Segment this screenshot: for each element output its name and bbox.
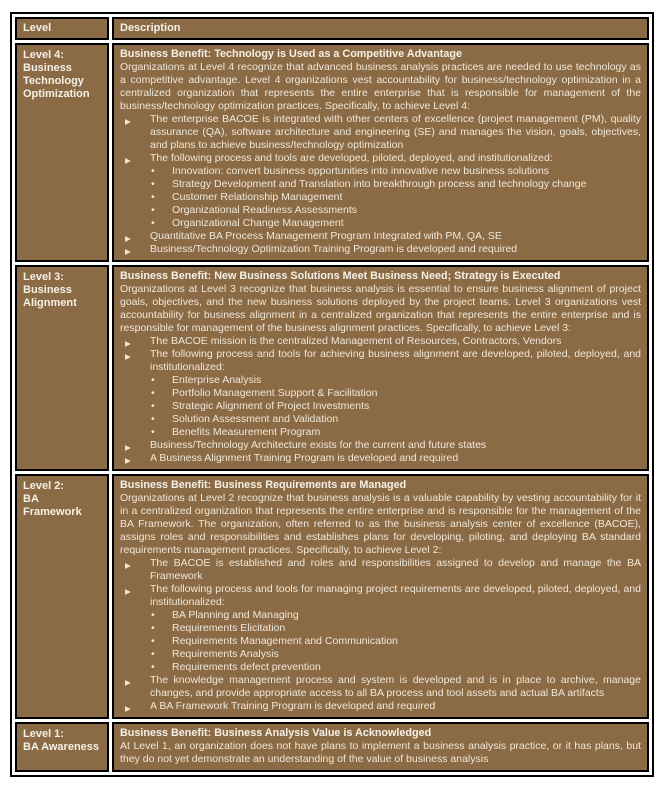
bullet-item-text: Requirements Analysis <box>172 648 279 660</box>
dot-bullet-icon: • <box>151 178 155 190</box>
level-title-line: Business <box>23 284 72 296</box>
arrow-bullet-icon: ▶ <box>125 587 131 596</box>
bullet-item-text: A Business Alignment Training Program is developed and required <box>150 452 459 464</box>
bullet-item-text: Solution Assessment and Validation <box>172 413 339 425</box>
dot-bullet-item <box>120 165 641 178</box>
maturity-level-row <box>15 43 649 262</box>
level-title-line: Level 3: <box>23 271 64 283</box>
dot-bullet-icon: • <box>151 400 155 412</box>
dot-bullet-item <box>120 426 641 439</box>
bullet-item-text: Business/Technology Architecture exists for the current and future states <box>150 439 487 451</box>
bullet-item-text: The BACOE mission is the centralized Management of Resources, Contractors, Vendors <box>150 335 562 347</box>
bullet-item-text: Strategic Alignment of Project Investments <box>172 400 370 412</box>
bullet-item-text: Organizational Readiness Assessments <box>172 204 358 216</box>
bullet-item-text: Strategy Development and Translation into breakthrough process and technology change <box>172 178 587 190</box>
dot-bullet-icon: • <box>151 191 155 203</box>
dot-bullet-item <box>120 609 641 622</box>
dot-bullet-item <box>120 648 641 661</box>
dot-bullet-item <box>120 635 641 648</box>
description-column-header: Description <box>112 17 649 40</box>
level-cell <box>15 43 109 262</box>
bullet-item-text: The BACOE is established and roles and responsibilities assigned to develop and manage the BA Framework <box>150 557 641 582</box>
dot-bullet-item <box>120 400 641 413</box>
arrow-bullet-item <box>120 557 641 583</box>
level-cell <box>15 722 109 772</box>
bullet-list <box>120 557 641 713</box>
arrow-bullet-icon: ▶ <box>125 156 131 165</box>
description-cell <box>112 474 649 719</box>
ba-maturity-table <box>10 12 654 777</box>
level-title-line: Level 4: <box>23 49 64 61</box>
level-title-line: Alignment <box>23 297 77 309</box>
arrow-bullet-icon: ▶ <box>125 561 131 570</box>
level-title-line: Level 2: <box>23 480 64 492</box>
dot-bullet-item <box>120 204 641 217</box>
arrow-bullet-item <box>120 674 641 700</box>
bullet-item-text: Business/Technology Optimization Training Program is developed and required <box>150 243 518 255</box>
level-title-line: Technology <box>23 75 84 87</box>
benefit-heading: Business Benefit: New Business Solutions Meet Business Need; Strategy is Executed <box>120 270 561 282</box>
dot-bullet-icon: • <box>151 217 155 229</box>
dot-bullet-icon: • <box>151 648 155 660</box>
arrow-bullet-icon: ▶ <box>125 704 131 713</box>
header-row <box>15 17 649 40</box>
maturity-level-row <box>15 265 649 471</box>
bullet-item-text: Requirements Elicitation <box>172 622 286 634</box>
bullet-item-text: Portfolio Management Support & Facilitation <box>172 387 378 399</box>
description-paragraph: Organizations at Level 2 recognize that business analysis is a valuable capability by vesting accountability for it in a centralized organization that represents the entire enterprise and is responsible for the management of the BA Framework. The organization, often referred to as the business analysis center of excellence (BACOE), assigns roles and responsibilities and establishes plans for developing, piloting, and deploying BA standard requirements management practices. Specifically, to achieve Level 2: <box>120 492 641 556</box>
level-title-line: Level 1: <box>23 728 64 740</box>
bullet-item-text: Customer Relationship Management <box>172 191 343 203</box>
maturity-level-row <box>15 722 649 772</box>
bullet-list <box>120 113 641 256</box>
description-paragraph: At Level 1, an organization does not have plans to implement a business analysis practice, or it has plans, but they do not yet demonstrate an understanding of the value of business analysis <box>120 740 641 765</box>
arrow-bullet-item <box>120 230 641 243</box>
bullet-item-text: The enterprise BACOE is integrated with other centers of excellence (project management (PM), quality assurance (QA), software architecture and engineering (SE) and manages the vision, goals, objectives, and plans to achieve business/technology optimization <box>150 113 641 151</box>
level-title-line: Optimization <box>23 88 90 100</box>
arrow-bullet-item <box>120 243 641 256</box>
arrow-bullet-icon: ▶ <box>125 117 131 126</box>
dot-bullet-icon: • <box>151 204 155 216</box>
arrow-bullet-item <box>120 348 641 374</box>
description-paragraph: Organizations at Level 3 recognize that business analysis is essential to ensure business alignment of project goals, objectives, and the new business solutions deployed by the project teams. Level 3 organizations vest accountability for business alignment in a centralized organization that represents the entire enterprise and is responsible for management of the business alignment practices. Specifically, to achieve Level 3: <box>120 283 641 334</box>
bullet-list <box>120 335 641 465</box>
arrow-bullet-item <box>120 452 641 465</box>
bullet-item-text: Requirements Management and Communication <box>172 635 398 647</box>
level-title-line: Business <box>23 62 72 74</box>
level-column-header: Level <box>15 17 109 40</box>
arrow-bullet-item <box>120 583 641 609</box>
dot-bullet-icon: • <box>151 413 155 425</box>
bullet-item-text: Benefits Measurement Program <box>172 426 321 438</box>
dot-bullet-item <box>120 387 641 400</box>
dot-bullet-icon: • <box>151 661 155 673</box>
dot-bullet-item <box>120 661 641 674</box>
dot-bullet-icon: • <box>151 622 155 634</box>
benefit-heading: Business Benefit: Business Requirements are Managed <box>120 479 407 491</box>
dot-bullet-item <box>120 622 641 635</box>
arrow-bullet-item <box>120 439 641 452</box>
arrow-bullet-icon: ▶ <box>125 456 131 465</box>
bullet-item-text: Enterprise Analysis <box>172 374 262 386</box>
dot-bullet-item <box>120 217 641 230</box>
bullet-item-text: The following process and tools for achieving business alignment are developed, piloted, deployed, and institutionalized: <box>150 348 641 373</box>
level-title-line: Framework <box>23 506 82 518</box>
dot-bullet-item <box>120 178 641 191</box>
dot-bullet-icon: • <box>151 609 155 621</box>
arrow-bullet-icon: ▶ <box>125 443 131 452</box>
level-cell <box>15 474 109 719</box>
bullet-item-text: Quantitative BA Process Management Program Integrated with PM, QA, SE <box>150 230 502 242</box>
description-cell <box>112 265 649 471</box>
benefit-heading: Business Benefit: Technology is Used as a Competitive Advantage <box>120 48 462 60</box>
arrow-bullet-icon: ▶ <box>125 678 131 687</box>
bullet-item-text: The knowledge management process and system is developed and is in place to archive, manage changes, and provide appropriate access to all BA process and tool assets and actual BA artifacts <box>150 674 641 699</box>
bullet-item-text: The following process and tools are developed, piloted, deployed, and institutionalized: <box>150 152 553 164</box>
arrow-bullet-item <box>120 335 641 348</box>
arrow-bullet-item <box>120 152 641 165</box>
dot-bullet-icon: • <box>151 426 155 438</box>
arrow-bullet-item <box>120 113 641 152</box>
bullet-item-text: The following process and tools for managing project requirements are developed, piloted, deployed, and institutionalized: <box>150 583 641 608</box>
description-cell <box>112 43 649 262</box>
benefit-heading: Business Benefit: Business Analysis Value is Acknowledged <box>120 727 432 739</box>
dot-bullet-icon: • <box>151 635 155 647</box>
description-cell <box>112 722 649 772</box>
level-title-line: BA <box>23 493 39 505</box>
bullet-item-text: Organizational Change Management <box>172 217 344 229</box>
arrow-bullet-icon: ▶ <box>125 234 131 243</box>
bullet-item-text: BA Planning and Managing <box>172 609 299 621</box>
level-title-line: BA Awareness <box>23 741 100 753</box>
dot-bullet-icon: • <box>151 165 155 177</box>
level-cell <box>15 265 109 471</box>
dot-bullet-item <box>120 191 641 204</box>
arrow-bullet-icon: ▶ <box>125 247 131 256</box>
dot-bullet-item <box>120 374 641 387</box>
bullet-item-text: A BA Framework Training Program is developed and required <box>150 700 436 712</box>
bullet-item-text: Innovation: convert business opportunities into innovative new business solutions <box>172 165 550 177</box>
arrow-bullet-icon: ▶ <box>125 352 131 361</box>
dot-bullet-item <box>120 413 641 426</box>
description-paragraph: Organizations at Level 4 recognize that advanced business analysis practices are needed to use technology as a competitive advantage. Level 4 organizations vest accountability for business/technology optimization in a centralized organization that represents the entire enterprise that is responsible for management of the business/technology optimization practices. Specifically, to achieve Level 4: <box>120 61 641 112</box>
dot-bullet-icon: • <box>151 387 155 399</box>
arrow-bullet-icon: ▶ <box>125 339 131 348</box>
arrow-bullet-item <box>120 700 641 713</box>
bullet-item-text: Requirements defect prevention <box>172 661 321 673</box>
maturity-level-row <box>15 474 649 719</box>
dot-bullet-icon: • <box>151 374 155 386</box>
